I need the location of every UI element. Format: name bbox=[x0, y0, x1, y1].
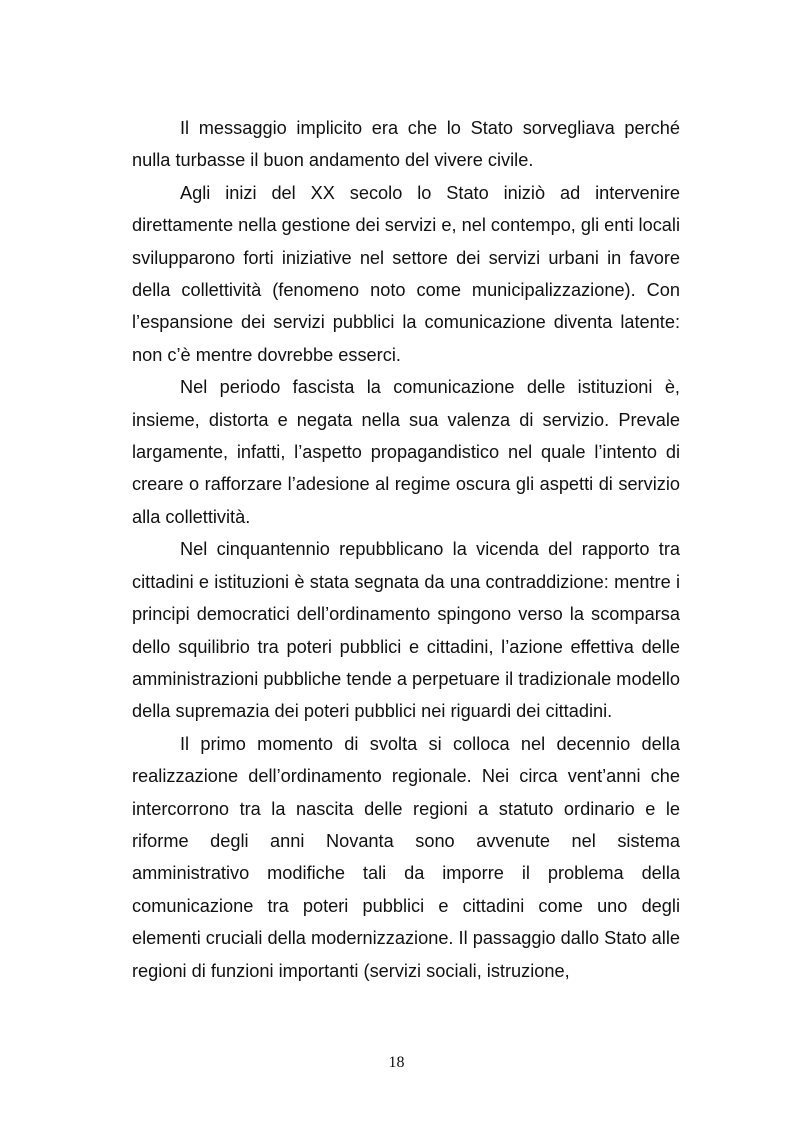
paragraph-2: Agli inizi del XX secolo lo Stato iniziò ad intervenire direttamente nella gestione dei servizi e, nel contempo, gli enti locali svilupparono forti iniziative nel settore dei servizi urbani in favore della collettività (fenomeno noto come municipalizzazione). Con l’espansione dei servizi pubblici la comunicazione diventa latente: non c’è mentre dovrebbe esserci. bbox=[132, 182, 680, 365]
paragraph-3: Nel periodo fascista la comunicazione delle istituzioni è, insieme, distorta e negata nella sua valenza di servizio. Prevale largamente, infatti, l’aspetto propagandistico nel quale l’intento di creare o rafforzare l’adesione al regime oscura gli aspetti di servizio alla collettività. bbox=[132, 377, 680, 527]
paragraph-5: Il primo momento di svolta si colloca nel decennio della realizzazione dell’ordinamento regionale. Nei circa vent’anni che intercorrono tra la nascita delle regioni a statuto ordinario e le riforme degli anni Novanta sono avvenute nel sistema amministrativo modifiche tali da imporre il problema della comunicazione tra poteri pubblici e cittadini come uno degli elementi cruciali della modernizzazione. Il passaggio dallo Stato alle regioni di funzioni importanti (servizi sociali, istruzione, bbox=[132, 733, 680, 981]
paragraph-4: Nel cinquantennio repubblicano la vicenda del rapporto tra cittadini e istituzioni è stata segnata da una contraddizione: mentre i principi democratici dell’ordinamento spingono verso la scomparsa dello squilibrio tra poteri pubblici e cittadini, l’azione effettiva delle amministrazioni pubbliche tende a perpetuare il tradizionale modello della supremazia dei poteri pubblici nei riguardi dei cittadini. bbox=[132, 539, 680, 722]
page-number: 18 bbox=[388, 1054, 405, 1071]
paragraph-1: Il messaggio implicito era che lo Stato sorvegliava perché nulla turbasse il buon andamento del vivere civile. bbox=[132, 118, 680, 171]
document-body bbox=[132, 112, 680, 987]
